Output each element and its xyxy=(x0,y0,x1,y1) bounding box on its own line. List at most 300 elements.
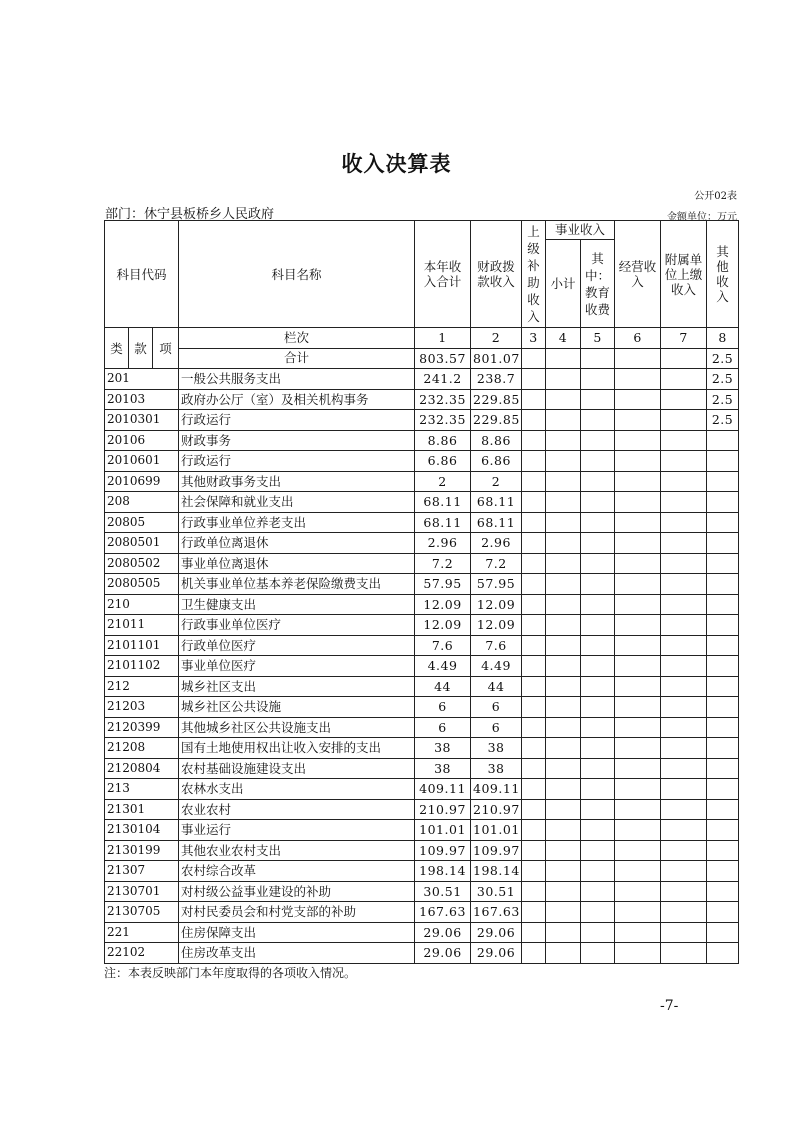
row-value: 38 xyxy=(415,738,471,759)
row-value xyxy=(546,943,581,964)
page-title: 收入决算表 xyxy=(341,152,452,176)
row-code: 20805 xyxy=(105,512,179,533)
header-business-income: 事业收入 xyxy=(546,221,615,240)
row-name: 城乡社区支出 xyxy=(179,676,415,697)
row-value: 6.86 xyxy=(471,451,522,472)
header-kuan: 款 xyxy=(129,328,153,369)
row-value xyxy=(661,553,707,574)
row-code: 2080505 xyxy=(105,574,179,595)
row-value xyxy=(581,738,615,759)
row-value: 7.6 xyxy=(415,635,471,656)
row-value: 198.14 xyxy=(415,861,471,882)
row-code: 21203 xyxy=(105,697,179,718)
row-value xyxy=(615,799,661,820)
row-name: 农业农村 xyxy=(179,799,415,820)
row-value xyxy=(522,881,546,902)
row-value xyxy=(615,676,661,697)
row-value xyxy=(615,615,661,636)
row-value xyxy=(581,820,615,841)
row-value xyxy=(661,861,707,882)
row-value xyxy=(546,799,581,820)
row-value xyxy=(661,922,707,943)
row-value: 229.85 xyxy=(471,410,522,431)
row-value xyxy=(707,512,739,533)
row-value xyxy=(661,902,707,923)
header-column-no: 栏次 xyxy=(179,328,415,349)
row-value: 12.09 xyxy=(415,615,471,636)
row-value xyxy=(615,451,661,472)
row-value xyxy=(546,758,581,779)
row-value xyxy=(707,676,739,697)
row-value: 12.09 xyxy=(471,615,522,636)
table-row xyxy=(105,758,739,779)
row-value xyxy=(707,881,739,902)
row-code: 2120399 xyxy=(105,717,179,738)
table-row xyxy=(105,697,739,718)
row-name: 行政单位离退休 xyxy=(179,533,415,554)
table-row xyxy=(105,943,739,964)
row-value: 7.2 xyxy=(471,553,522,574)
row-value xyxy=(522,676,546,697)
row-name: 行政单位医疗 xyxy=(179,635,415,656)
row-name: 农林水支出 xyxy=(179,779,415,800)
row-value: 6 xyxy=(471,717,522,738)
row-value: 7.6 xyxy=(471,635,522,656)
row-value: 57.95 xyxy=(471,574,522,595)
row-name: 机关事业单位基本养老保险缴费支出 xyxy=(179,574,415,595)
row-value: 68.11 xyxy=(471,512,522,533)
row-code: 20106 xyxy=(105,430,179,451)
row-value xyxy=(581,410,615,431)
row-value xyxy=(581,656,615,677)
row-name: 社会保障和就业支出 xyxy=(179,492,415,513)
row-value: 101.01 xyxy=(415,820,471,841)
row-value xyxy=(615,656,661,677)
row-value xyxy=(661,492,707,513)
row-value xyxy=(522,615,546,636)
col-num: 4 xyxy=(546,328,581,349)
col-num: 2 xyxy=(471,328,522,349)
row-value xyxy=(522,594,546,615)
table-row xyxy=(105,533,739,554)
row-value: 29.06 xyxy=(471,922,522,943)
row-value xyxy=(546,574,581,595)
row-value xyxy=(581,430,615,451)
row-value xyxy=(581,881,615,902)
row-value xyxy=(615,533,661,554)
row-name: 行政运行 xyxy=(179,451,415,472)
row-code: 208 xyxy=(105,492,179,513)
row-value xyxy=(615,369,661,390)
row-value xyxy=(581,574,615,595)
sum-cell xyxy=(546,348,581,369)
row-value xyxy=(707,697,739,718)
row-value: 30.51 xyxy=(415,881,471,902)
row-value: 210.97 xyxy=(471,799,522,820)
row-value: 8.86 xyxy=(471,430,522,451)
header-affiliated: 附属单位上缴收入 xyxy=(661,221,707,328)
row-value: 44 xyxy=(415,676,471,697)
row-name: 对村民委员会和村党支部的补助 xyxy=(179,902,415,923)
table-row xyxy=(105,656,739,677)
sum-cell xyxy=(615,348,661,369)
row-value: 38 xyxy=(415,758,471,779)
row-code: 21208 xyxy=(105,738,179,759)
row-value xyxy=(581,389,615,410)
row-value: 2.5 xyxy=(707,410,739,431)
row-code: 2101101 xyxy=(105,635,179,656)
row-value: 2 xyxy=(471,471,522,492)
table-row xyxy=(105,717,739,738)
row-value: 12.09 xyxy=(415,594,471,615)
row-name: 事业运行 xyxy=(179,820,415,841)
row-value: 238.7 xyxy=(471,369,522,390)
row-value: 6 xyxy=(415,697,471,718)
row-value xyxy=(615,430,661,451)
row-value: 2.5 xyxy=(707,369,739,390)
row-value xyxy=(707,779,739,800)
row-value: 6 xyxy=(471,697,522,718)
row-value xyxy=(522,512,546,533)
header-other: 其他收入 xyxy=(707,221,739,328)
row-value xyxy=(581,492,615,513)
amount-unit: 金额单位：万元 xyxy=(667,212,737,223)
department-label: 部门：休宁县板桥乡人民政府 xyxy=(105,207,275,222)
footnote: 注：本表反映部门本年度取得的各项收入情况。 xyxy=(104,966,357,980)
row-value xyxy=(546,697,581,718)
row-value xyxy=(522,758,546,779)
row-value xyxy=(522,369,546,390)
row-value xyxy=(615,922,661,943)
header-fiscal: 财政拨款收入 xyxy=(471,221,522,328)
row-value xyxy=(707,533,739,554)
row-value xyxy=(707,594,739,615)
row-value xyxy=(581,635,615,656)
row-value xyxy=(522,902,546,923)
table-row xyxy=(105,369,739,390)
row-value xyxy=(581,943,615,964)
row-value: 2.96 xyxy=(415,533,471,554)
row-name: 卫生健康支出 xyxy=(179,594,415,615)
sum-row xyxy=(105,348,739,369)
row-value xyxy=(581,717,615,738)
row-value xyxy=(615,635,661,656)
col-num: 6 xyxy=(615,328,661,349)
row-value xyxy=(661,799,707,820)
row-name: 其他财政事务支出 xyxy=(179,471,415,492)
row-name: 城乡社区公共设施 xyxy=(179,697,415,718)
row-name: 住房改革支出 xyxy=(179,943,415,964)
sum-cell xyxy=(661,348,707,369)
row-value xyxy=(546,779,581,800)
row-value: 109.97 xyxy=(415,840,471,861)
row-value xyxy=(615,410,661,431)
row-value xyxy=(522,738,546,759)
row-value: 2 xyxy=(415,471,471,492)
row-value xyxy=(522,389,546,410)
row-value xyxy=(707,656,739,677)
table-row xyxy=(105,676,739,697)
row-value xyxy=(661,758,707,779)
row-value xyxy=(522,820,546,841)
row-value: 167.63 xyxy=(415,902,471,923)
row-value xyxy=(661,943,707,964)
row-value xyxy=(707,574,739,595)
table-row xyxy=(105,430,739,451)
row-value: 409.11 xyxy=(471,779,522,800)
row-value: 38 xyxy=(471,758,522,779)
row-code: 213 xyxy=(105,779,179,800)
row-value xyxy=(661,676,707,697)
row-value xyxy=(615,492,661,513)
table-row xyxy=(105,615,739,636)
row-value xyxy=(546,471,581,492)
row-value: 44 xyxy=(471,676,522,697)
row-value: 229.85 xyxy=(471,389,522,410)
row-value xyxy=(546,369,581,390)
row-value xyxy=(615,717,661,738)
table-row xyxy=(105,553,739,574)
row-value xyxy=(615,594,661,615)
row-value: 57.95 xyxy=(415,574,471,595)
table-row xyxy=(105,471,739,492)
row-value xyxy=(661,656,707,677)
row-value xyxy=(661,697,707,718)
row-value: 38 xyxy=(471,738,522,759)
row-value xyxy=(581,451,615,472)
row-value xyxy=(661,820,707,841)
row-name: 行政事业单位养老支出 xyxy=(179,512,415,533)
row-value xyxy=(522,840,546,861)
table-row xyxy=(105,902,739,923)
row-value xyxy=(546,533,581,554)
table-row xyxy=(105,799,739,820)
table-row xyxy=(105,451,739,472)
header-total-income: 本年收入合计 xyxy=(415,221,471,328)
row-name: 其他农业农村支出 xyxy=(179,840,415,861)
row-value xyxy=(661,512,707,533)
row-name: 农村基础设施建设支出 xyxy=(179,758,415,779)
row-value: 101.01 xyxy=(471,820,522,841)
row-code: 2010699 xyxy=(105,471,179,492)
header-subtotal: 小计 xyxy=(546,240,581,328)
row-value xyxy=(522,492,546,513)
row-value xyxy=(661,717,707,738)
row-value xyxy=(615,943,661,964)
row-value: 30.51 xyxy=(471,881,522,902)
col-num: 1 xyxy=(415,328,471,349)
row-value xyxy=(661,779,707,800)
row-value xyxy=(661,615,707,636)
row-value xyxy=(615,881,661,902)
row-value xyxy=(522,943,546,964)
row-value xyxy=(546,861,581,882)
row-value: 241.2 xyxy=(415,369,471,390)
sum-cell: 801.07 xyxy=(471,348,522,369)
row-value xyxy=(546,553,581,574)
row-value xyxy=(661,738,707,759)
sum-cell xyxy=(522,348,546,369)
row-value xyxy=(522,635,546,656)
table-row xyxy=(105,512,739,533)
row-value xyxy=(615,861,661,882)
row-code: 2010601 xyxy=(105,451,179,472)
row-value xyxy=(522,451,546,472)
row-value xyxy=(546,389,581,410)
row-value xyxy=(661,410,707,431)
row-value xyxy=(615,574,661,595)
row-name: 一般公共服务支出 xyxy=(179,369,415,390)
row-value xyxy=(707,943,739,964)
row-value: 8.86 xyxy=(415,430,471,451)
row-value xyxy=(581,553,615,574)
row-value xyxy=(707,717,739,738)
row-code: 2080502 xyxy=(105,553,179,574)
row-value xyxy=(522,717,546,738)
income-table xyxy=(104,220,739,964)
row-value xyxy=(661,451,707,472)
row-value xyxy=(615,758,661,779)
row-value xyxy=(581,799,615,820)
row-value: 29.06 xyxy=(415,943,471,964)
row-value: 232.35 xyxy=(415,410,471,431)
row-name: 国有土地使用权出让收入安排的支出 xyxy=(179,738,415,759)
row-value xyxy=(707,553,739,574)
row-value xyxy=(661,594,707,615)
table-row xyxy=(105,492,739,513)
row-value xyxy=(707,799,739,820)
row-code: 2101102 xyxy=(105,656,179,677)
row-code: 201 xyxy=(105,369,179,390)
header-xiang: 项 xyxy=(153,328,179,369)
row-value xyxy=(522,779,546,800)
row-value xyxy=(546,738,581,759)
row-value xyxy=(707,430,739,451)
row-name: 事业单位医疗 xyxy=(179,656,415,677)
row-value xyxy=(615,779,661,800)
row-code: 21301 xyxy=(105,799,179,820)
row-value xyxy=(546,635,581,656)
row-value xyxy=(615,389,661,410)
row-value xyxy=(581,512,615,533)
row-value xyxy=(661,840,707,861)
col-num: 5 xyxy=(581,328,615,349)
row-value xyxy=(615,738,661,759)
row-code: 2080501 xyxy=(105,533,179,554)
header-subject-code: 科目代码 xyxy=(105,221,179,328)
row-value xyxy=(661,471,707,492)
row-value xyxy=(615,471,661,492)
row-value xyxy=(661,574,707,595)
row-value xyxy=(707,840,739,861)
row-value xyxy=(581,369,615,390)
row-value xyxy=(707,758,739,779)
table-row xyxy=(105,881,739,902)
row-value xyxy=(661,430,707,451)
row-value xyxy=(661,369,707,390)
row-value: 167.63 xyxy=(471,902,522,923)
sum-cell xyxy=(581,348,615,369)
header-subject-name: 科目名称 xyxy=(179,221,415,328)
row-value xyxy=(707,820,739,841)
row-value xyxy=(581,840,615,861)
row-name: 事业单位离退休 xyxy=(179,553,415,574)
row-value xyxy=(581,533,615,554)
row-value: 4.49 xyxy=(471,656,522,677)
row-value xyxy=(522,697,546,718)
row-value xyxy=(661,533,707,554)
row-value xyxy=(522,471,546,492)
row-value xyxy=(615,840,661,861)
row-code: 21307 xyxy=(105,861,179,882)
row-value xyxy=(581,922,615,943)
row-value: 210.97 xyxy=(415,799,471,820)
row-code: 2130104 xyxy=(105,820,179,841)
row-value xyxy=(707,861,739,882)
row-value xyxy=(546,820,581,841)
row-value xyxy=(615,512,661,533)
row-value xyxy=(581,902,615,923)
row-value xyxy=(707,615,739,636)
row-value xyxy=(546,656,581,677)
row-value xyxy=(615,697,661,718)
row-value xyxy=(546,594,581,615)
row-value: 68.11 xyxy=(471,492,522,513)
row-value xyxy=(581,697,615,718)
row-name: 对村级公益事业建设的补助 xyxy=(179,881,415,902)
row-code: 2120804 xyxy=(105,758,179,779)
row-value xyxy=(546,922,581,943)
header-education-fee: 其中：教育收费 xyxy=(581,240,615,328)
row-value xyxy=(615,553,661,574)
table-row xyxy=(105,389,739,410)
row-value: 409.11 xyxy=(415,779,471,800)
row-code: 22102 xyxy=(105,943,179,964)
row-value: 6.86 xyxy=(415,451,471,472)
row-value: 2.5 xyxy=(707,389,739,410)
row-name: 行政运行 xyxy=(179,410,415,431)
row-code: 20103 xyxy=(105,389,179,410)
row-value: 68.11 xyxy=(415,512,471,533)
header-operating: 经营收入 xyxy=(615,221,661,328)
row-value xyxy=(707,902,739,923)
table-row xyxy=(105,635,739,656)
row-value: 7.2 xyxy=(415,553,471,574)
row-name: 其他城乡社区公共设施支出 xyxy=(179,717,415,738)
row-value xyxy=(707,471,739,492)
row-value xyxy=(546,840,581,861)
row-value xyxy=(522,922,546,943)
row-value xyxy=(615,902,661,923)
sum-cell: 2.5 xyxy=(707,348,739,369)
form-number: 公开02表 xyxy=(694,191,737,202)
row-name: 住房保障支出 xyxy=(179,922,415,943)
row-value: 198.14 xyxy=(471,861,522,882)
row-value: 68.11 xyxy=(415,492,471,513)
row-value xyxy=(546,512,581,533)
table-row xyxy=(105,861,739,882)
row-value xyxy=(546,410,581,431)
table-row xyxy=(105,410,739,431)
row-value xyxy=(707,635,739,656)
row-value: 29.06 xyxy=(415,922,471,943)
table-row xyxy=(105,594,739,615)
table-row xyxy=(105,574,739,595)
row-value xyxy=(581,615,615,636)
row-name: 行政事业单位医疗 xyxy=(179,615,415,636)
row-value xyxy=(522,410,546,431)
row-code: 210 xyxy=(105,594,179,615)
